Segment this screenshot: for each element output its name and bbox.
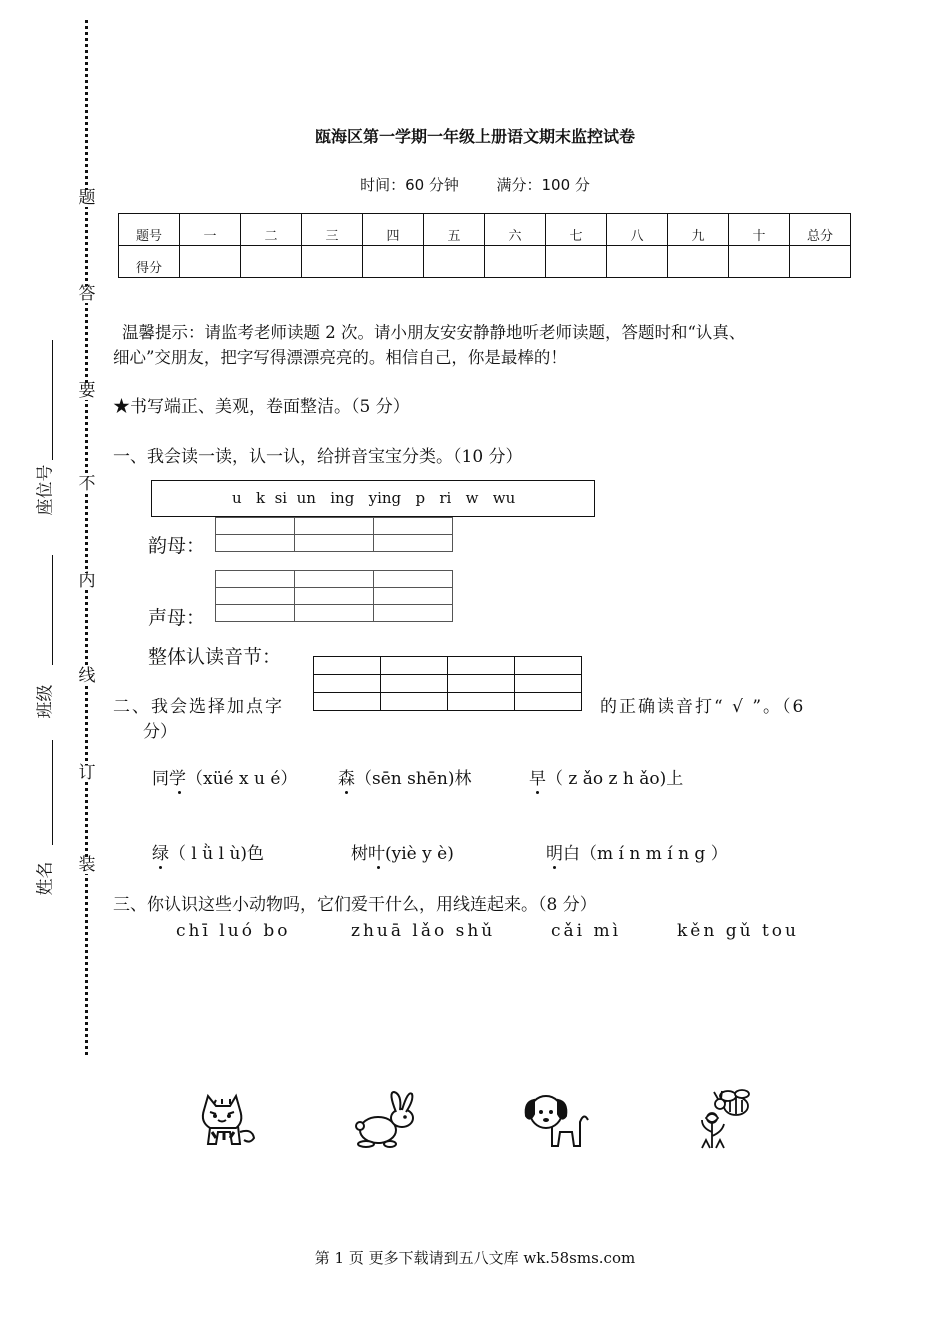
pinyin-box-text: u k si un ing ying p ri w wu: [232, 489, 516, 507]
binding-char: 内: [78, 571, 96, 591]
table-cell: 四: [363, 214, 424, 246]
time-label: 时间：60 分钟: [360, 176, 459, 194]
emphasis-dot: [377, 866, 380, 869]
score-input-cell[interactable]: [607, 246, 668, 278]
page-footer: 第 1 页 更多下载请到五八文库 wk.58sms.com: [314, 1249, 636, 1267]
bee-icon[interactable]: [698, 1088, 756, 1150]
q2-title-left: 二、我会选择加点字: [113, 697, 284, 717]
score-input-cell[interactable]: [424, 246, 485, 278]
score-input-cell[interactable]: [241, 246, 302, 278]
class-underline: [52, 555, 53, 665]
binding-char: 题: [78, 188, 96, 208]
q3-pinyin[interactable]: chī luó bo: [176, 921, 291, 941]
exam-info: [0, 174, 950, 195]
table-cell: 总分: [790, 214, 851, 246]
score-input-cell[interactable]: [729, 246, 790, 278]
seat-number-underline: [52, 340, 53, 460]
table-cell: 八: [607, 214, 668, 246]
emphasis-dot: [178, 791, 181, 794]
yunmu-label: 韵母：: [148, 535, 206, 557]
q3-title: 三、你认识这些小动物吗，它们爱干什么，用线连起来。（8 分）: [113, 895, 597, 915]
table-cell: 题号: [119, 214, 180, 246]
q2-title-right: 的正确读音打“ √ ”。（6: [600, 697, 806, 717]
q2-item[interactable]: 树叶(yiè y è): [351, 844, 454, 864]
score-input-cell[interactable]: [180, 246, 241, 278]
score-table: [118, 213, 851, 278]
name-label: 姓名: [35, 861, 56, 896]
name-field[interactable]: [30, 740, 60, 896]
score-table-header-row: [119, 214, 851, 246]
q2-title-cont: 分）: [143, 722, 177, 742]
binding-char: 装: [78, 855, 96, 875]
zhengti-grid[interactable]: [313, 656, 582, 711]
shengmu-grid[interactable]: [215, 570, 453, 622]
q3-pinyin[interactable]: cǎi mì: [551, 921, 622, 941]
zhengti-label: 整体认读音节：: [148, 646, 282, 668]
seat-number-field[interactable]: [30, 340, 60, 520]
score-table-score-row: [119, 246, 851, 278]
emphasis-dot: [536, 791, 539, 794]
binding-char: 不: [78, 474, 96, 494]
pinyin-box: [151, 480, 595, 517]
score-input-cell[interactable]: [546, 246, 607, 278]
table-cell: 三: [302, 214, 363, 246]
q2-item[interactable]: 早（ z ǎo z h ǎo)上: [529, 769, 684, 789]
cat-icon[interactable]: [196, 1092, 258, 1148]
emphasis-dot: [553, 866, 556, 869]
name-underline: [52, 740, 53, 845]
tip-line-1: 温馨提示：请监考老师读题 2 次。请小朋友安安静静地听老师读题，答题时和“认真、: [122, 323, 746, 342]
table-cell: 七: [546, 214, 607, 246]
q2-item[interactable]: 同学（xüé x u é）: [152, 769, 298, 789]
table-cell: 九: [668, 214, 729, 246]
q1-title: 一、我会读一读，认一认，给拼音宝宝分类。（10 分）: [113, 447, 523, 467]
score-label: 满分：100 分: [496, 176, 590, 194]
binding-char: 答: [78, 284, 96, 304]
binding-char: 线: [78, 666, 96, 686]
class-label: 班级: [35, 684, 56, 719]
table-cell: 得分: [119, 246, 180, 278]
emphasis-dot: [345, 791, 348, 794]
emphasis-dot: [159, 866, 162, 869]
tip-line-2: 细心”交朋友，把字写得漂漂亮亮的。相信自己，你是最棒的！: [113, 348, 567, 367]
q2-item[interactable]: 森（sēn shēn)林: [338, 769, 472, 789]
dog-icon[interactable]: [522, 1090, 590, 1152]
shengmu-label: 声母：: [148, 607, 206, 629]
q2-item[interactable]: 绿（ l ǜ l ù)色: [152, 844, 265, 864]
class-field[interactable]: [30, 555, 60, 719]
rabbit-icon[interactable]: [352, 1090, 420, 1150]
q3-pinyin[interactable]: zhuā lǎo shǔ: [351, 921, 496, 941]
score-input-cell[interactable]: [363, 246, 424, 278]
star-item: ★书写端正、美观，卷面整洁。（5 分）: [113, 397, 410, 417]
page-title: 瓯海区第一学期一年级上册语文期末监控试卷: [314, 127, 635, 146]
q3-pinyin[interactable]: kěn gǔ tou: [677, 921, 799, 941]
score-input-cell[interactable]: [302, 246, 363, 278]
yunmu-grid[interactable]: [215, 517, 453, 552]
score-input-cell[interactable]: [485, 246, 546, 278]
q2-item[interactable]: 明白（m í n m í n g ）: [546, 844, 728, 864]
score-input-cell[interactable]: [790, 246, 851, 278]
seat-number-label: 座位号: [35, 464, 56, 516]
score-input-cell[interactable]: [668, 246, 729, 278]
table-cell: 六: [485, 214, 546, 246]
table-cell: 二: [241, 214, 302, 246]
table-cell: 五: [424, 214, 485, 246]
binding-char: 订: [78, 763, 96, 783]
table-cell: 一: [180, 214, 241, 246]
table-cell: 十: [729, 214, 790, 246]
binding-char: 要: [78, 381, 96, 401]
